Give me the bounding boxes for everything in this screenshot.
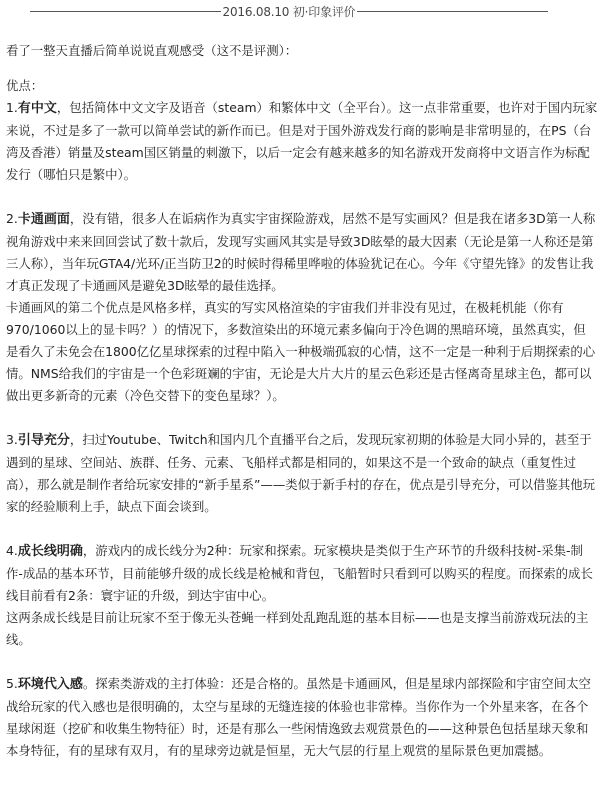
section-4-number: 4. bbox=[6, 543, 18, 558]
header-rule-left bbox=[30, 11, 221, 12]
article-body bbox=[6, 40, 598, 762]
date-header bbox=[0, 1, 608, 21]
section-1-title: 有中文 bbox=[17, 101, 57, 116]
section-4-paragraph-2: 这两条成长线是目前让玩家不至于像无头苍蝇一样到处乱跑乱逛的基本目标——也是支撑当前游戏玩法的主线。 bbox=[6, 610, 589, 647]
section-4-text: ，游戏内的成长线分为2种：玩家和探索。玩家模块是类似于生产环节的升级科技树-采集-制作-成品的基本环节，目前能够升级的成长线是枪械和背包，飞船暂时只看到可以购买的程度。而探索的成长线目前看有2条：寰宇证的升级，到达宇宙中心。 bbox=[6, 543, 593, 603]
intro-line: 看了一整天直播后简单说说直观感受（这不是评测）： bbox=[6, 43, 298, 58]
section-2 bbox=[6, 208, 598, 297]
section-2-title: 卡通画面 bbox=[17, 212, 70, 227]
section-3 bbox=[6, 429, 598, 518]
section-2-number: 2. bbox=[6, 211, 18, 226]
section-3-text: ，扫过Youtube、Twitch和国内几个直播平台之后，发现玩家初期的体验是大同小异的，甚至于遇到的星球、空间站、族群、任务、元素、飞船样式都是相同的，如果这不是一个致命的缺点（重复性过高），那么就是制作者给玩家安排的“新手星系”——类似于新手村的存在，优点是引导充分，可以借鉴其他玩家的经验顺利上手，缺点下面会谈到。 bbox=[6, 432, 595, 514]
section-1-number: 1. bbox=[6, 100, 18, 115]
section-5-text: 。探索类游戏的主打体验：还是合格的。虽然是卡通画风，但是星球内部探险和宇宙空间太空战给玩家的代入感也是很明确的，太空与星球的无缝连接的体验也非常棒。当你作为一个外星来客，在各个星球闲逛（挖矿和收集生物特征）时，还是有那么一些闲情逸致去观赏景色的——这种景色包括星球天象和本身特征，有的星球有双月，有的星球旁边就是恒星，无大气层的行星上观赏的星际景色更加震撼。 bbox=[6, 676, 591, 758]
section-1-text: ，包括简体中文文字及语音（steam）和繁体中文（全平台）。这一点非常重要，也许对于国内玩家来说，不过是多了一款可以简单尝试的新作而已。但是对于国外游戏发行商的影响是非常明显的，在PS（台湾及香港）销量及steam国区销量的刺激下，以后一定会有越来越多的知名游戏开发商将中文语言作为标配发行（哪怕只是繁中）。 bbox=[6, 100, 598, 182]
section-4-title: 成长线明确 bbox=[17, 544, 83, 559]
section-5 bbox=[6, 673, 598, 762]
section-4 bbox=[6, 540, 598, 607]
section-5-number: 5. bbox=[6, 676, 18, 691]
section-1 bbox=[6, 97, 598, 186]
section-5-title: 环境代入感 bbox=[17, 677, 83, 692]
section-2-paragraph-2: 卡通画风的第二个优点是风格多样，真实的写实风格渲染的宇宙我们并非没有见过，在极耗机能（你有970/1060以上的显卡吗？）的情况下，多数渲染出的环境元素多偏向于冷色调的黑暗环境，虽然真实，但是看久了未免会在1800亿亿星球探索的过程中陷入一种极端孤寂的心情，这不一定是一种利于后期探索的心情。NMS给我们的宇宙是一个色彩斑斓的宇宙，无论是大片大片的星云色彩还是古怪离奇星球主色，都可以做出更多新奇的元素（冷色交替下的变色星球？）。 bbox=[6, 300, 596, 403]
pros-label: 优点： bbox=[6, 78, 44, 93]
section-2-text: ，没有错，很多人在诟病作为真实宇宙探险游戏，居然不是写实画风？但是我在诸多3D第一人称视角游戏中来来回回尝试了数十款后，发现写实画风其实是导致3D眩晕的最大因素（无论是第一人称还是第三人称），当年玩GTA4/光环/正当防卫2的时候时得稀里哗啦的体验犹记在心。今年《守望先锋》的发售让我才真正发现了卡通画风是避免3D眩晕的最佳选择。 bbox=[6, 211, 596, 293]
section-3-title: 引导充分 bbox=[17, 433, 70, 448]
header-rule-right bbox=[357, 11, 548, 12]
header-title: 2016.08.10 初·印象评价 bbox=[222, 4, 356, 19]
section-3-number: 3. bbox=[6, 432, 18, 447]
